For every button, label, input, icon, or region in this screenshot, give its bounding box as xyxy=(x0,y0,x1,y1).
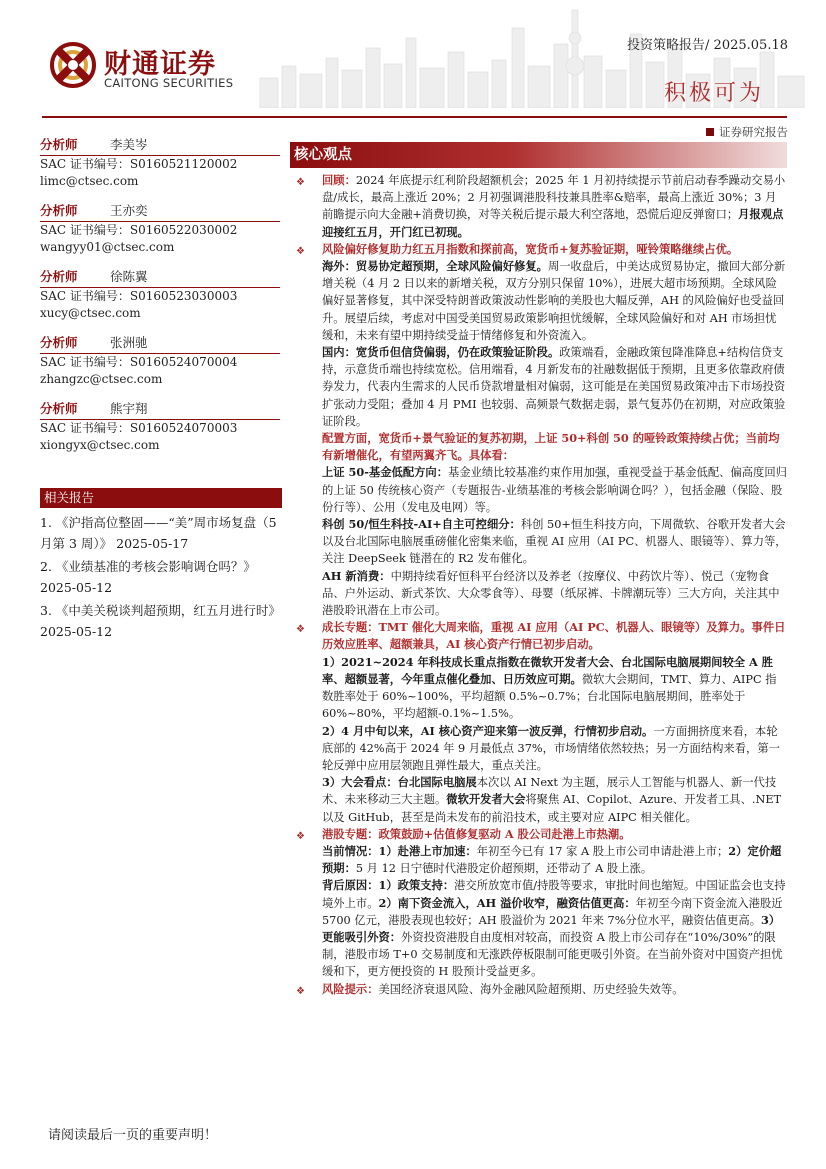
core-views-section xyxy=(290,142,787,998)
ah-consumption-body: 中期持续看好恒科平台经济以及养老（按摩仪、中药饮片等）、悦己（宠物食品、户外运动、新式茶饮、大众零食等）、母婴（纸尿裤、卡牌潮玩等）三大方向，关注其中港股聆讯潜在上市公司。 xyxy=(322,569,780,618)
star50-body: 科创 50+恒生科技方向，下周微软、谷歌开发者大会以及台北国际电脑展重磅催化密集来临，重视 AI 应用（AI PC、机器人、眼镜等）、算力等，关注 DeepSeek 链潜在的 R2 发布催化。 xyxy=(322,518,787,566)
diamond-bullet-icon: ❖ xyxy=(296,177,305,188)
overseas-paragraph xyxy=(290,258,787,344)
related-reports-list xyxy=(40,512,285,644)
analyst-sac: SAC 证书编号：S0160524070004 xyxy=(40,355,238,369)
domestic-heading: 国内：宽货币但信贷偏弱，仍在政策验证阶段。 xyxy=(322,345,560,360)
review-bullet xyxy=(290,172,787,241)
allocation-heading: 配置方面，宽货币+景气验证的复苏初期，上证 50+科创 50 的哑铃政策持续占优；当前均有新增催化，有望两翼齐飞。具体看： xyxy=(322,431,780,463)
analyst-card xyxy=(40,267,280,333)
analyst-role: 分析师 xyxy=(40,203,78,218)
hk-reason-3-body: 外资投资港股自由度相对较高，而投资 A 股上市公司存在“10%/30%”的限制，港股市场 T+0 交易制度和无涨跌停板限制可能更吸引外资。在当前外资对中国资产担忧缓和下，更方便投资的 H 股预计受益更多。 xyxy=(322,930,783,979)
report-type-date: 投资策略报告/ 2025.05.18 xyxy=(627,38,788,53)
ah-consumption-paragraph xyxy=(290,568,787,620)
document-tag-label: 证券研究报告 xyxy=(719,125,788,139)
analyst-name: 熊宇翔 xyxy=(110,401,148,416)
risk-preference-bullet xyxy=(290,241,787,258)
analyst-role: 分析师 xyxy=(40,269,78,284)
hk-reason-3-heading: 3）更能吸引外资： xyxy=(322,912,781,944)
analyst-role: 分析师 xyxy=(40,401,78,416)
hk-bullet xyxy=(290,826,787,843)
report-title: 积极可为 xyxy=(663,81,764,106)
analyst-card xyxy=(40,399,280,465)
hk-current-body: 年初至今已有 17 家 A 股上市公司申请赴港上市； xyxy=(476,844,729,858)
analyst-email[interactable]: zhangzc@ctsec.com xyxy=(40,372,163,386)
risk-heading: 风险提示： xyxy=(322,981,379,996)
growth-bullet xyxy=(290,619,787,653)
analyst-email[interactable]: limc@ctsec.com xyxy=(40,174,139,188)
star50-paragraph xyxy=(290,516,787,568)
related-report-link[interactable]: 3. 《中美关税谈判超预期，红五月进行时》 2025-05-12 xyxy=(40,603,281,639)
diamond-bullet-icon: ❖ xyxy=(296,245,305,257)
analyst-name: 徐陈翼 xyxy=(110,269,148,284)
analyst-name: 李美岑 xyxy=(110,137,148,152)
hk-current-paragraph xyxy=(290,843,787,877)
analyst-email[interactable]: xiongyx@ctsec.com xyxy=(40,438,160,452)
analyst-sac: SAC 证书编号：S0160524070003 xyxy=(40,421,238,435)
sse50-paragraph xyxy=(290,464,787,516)
diamond-bullet-icon: ❖ xyxy=(296,985,305,997)
domestic-paragraph xyxy=(290,344,787,430)
analyst-card xyxy=(40,201,280,267)
review-body: 2024 年底提示红利阶段超额机会；2025 年 1 月初持续提示节前启动春季躁动交易小盘/成长，最高上涨近 20%；2 月初强调港股科技兼具胜率&赔率，最高上涨近 30%；3 月前瞻提示向大金融+消费切换，对等关税后提示最大利空落地，恐慌后迎反弹窗口； xyxy=(322,174,786,222)
risk-bullet xyxy=(290,981,787,998)
growth-point-2 xyxy=(290,723,787,775)
risk-body: 美国经济衰退风险、海外金融风险超预期、历史经验失效等。 xyxy=(378,982,684,996)
tag-square-icon xyxy=(706,128,714,136)
growth-heading: 成长专题：TMT 催化大周来临，重视 AI 应用（AI PC、机器人、眼镜等）及算力。事件日历效应胜率、超额兼具，AI 核心资产行情已初步启动。 xyxy=(322,620,786,652)
ah-consumption-heading: AH 新消费： xyxy=(322,568,391,583)
hk-current-heading2: 2）定价超预期： xyxy=(322,843,782,876)
growth-point-3-body: 将聚焦 AI、Copilot、Azure、开发者工具、.NET 以及 GitHub，甚至是尚未发布的前沿技术，或主要对应 AIPC 相关催化。 xyxy=(322,793,782,824)
analyst-sac: SAC 证书编号：S0160523030003 xyxy=(40,289,238,303)
hk-current-body2: 5 月 12 日宁德时代港股定价超预期，还带动了 A 股上涨。 xyxy=(355,862,653,876)
header-divider xyxy=(42,116,787,118)
growth-point-1 xyxy=(290,654,787,723)
growth-point-3-mid: 本次以 AI Next 为主题，展示人工智能与机器人、新一代技术、未来移动三大主题。 xyxy=(322,776,777,807)
overseas-heading: 海外：贸易协定超预期，全球风险偏好修复。 xyxy=(322,259,548,274)
growth-point-3-heading: 3）大会看点：台北国际电脑展 xyxy=(322,775,477,790)
risk-preference-heading: 风险偏好修复助力红五月指数和探前高，宽货币+复苏验证期，哑铃策略继续占优。 xyxy=(322,241,739,256)
analyst-email[interactable]: wangyy01@ctsec.com xyxy=(40,240,175,254)
analyst-role: 分析师 xyxy=(40,137,78,152)
analyst-name: 王亦奕 xyxy=(110,203,148,218)
domestic-body: 政策端看，金融政策包降准降息+结构信贷支持，示意货币端也持续宽松。信用端看，4 月新发布的社融数据低于预期，且更多依靠政府债券发力，代表内生需求的人民币贷款增量相对偏弱，这可能是在美国贸易政策冲击下市场投资扩张动力受阻；叠加 4 月 PMI 也较弱、高频景气数据走弱，景气复苏仍在初期，对应政策验证阶段。 xyxy=(322,346,786,428)
analyst-list xyxy=(40,135,280,465)
overseas-body: 周一收盘后，中美达成贸易协定，撤回大部分新增关税（4 月 2 日以来的新增关税，双方分别只保留 10%），进展大超市场预期。全球风险偏好显著修复，其中深受特朗普政策波动性影响的美股也大幅反弹，AH 的风险偏好也受益回升。展望后续，考虑对中国受美国贸易政策影响担忧缓解，全球风险偏好和对 AH 市场担忧缓和，未来有望中期持续受益于情绪修复和外资流入。 xyxy=(322,260,786,342)
document-tag xyxy=(706,124,788,140)
growth-point-1-heading: 1）2021~2024 年科技成长重点指数在微软开发者大会、台北国际电脑展期间较全 A 胜率、超额显著，今年重点催化叠加、日历效应可期。 xyxy=(322,654,773,686)
core-views-content xyxy=(290,172,787,998)
hk-reason-2-body: 年初至今南下资金流入港股近 5700 亿元，港股表现也较好；AH 股溢价为 2021 年来 7%分位水平，融资估值更高。 xyxy=(322,896,783,927)
analyst-card xyxy=(40,135,280,201)
section-title: 核心观点 xyxy=(290,142,787,168)
analyst-name: 张洲驰 xyxy=(110,335,148,350)
hk-reasons-paragraph xyxy=(290,877,787,980)
growth-point-2-heading: 2）4 月中旬以来，AI 核心资产迎来第一波反弹，行情初步启动。 xyxy=(322,723,654,738)
caitong-logo-icon xyxy=(50,42,96,88)
analyst-sac: SAC 证书编号：S0160522030002 xyxy=(40,223,238,237)
analyst-card xyxy=(40,333,280,399)
hk-reason-1-heading: 1）政策支持： xyxy=(378,878,455,893)
related-report-link[interactable]: 2. 《业绩基准的考核会影响调仓吗？》 2025-05-12 xyxy=(40,559,256,595)
hk-reasons-heading: 背后原因： xyxy=(322,878,379,893)
review-heading: 回顾： xyxy=(322,173,356,187)
logo-english-name: CAITONG SECURITIES xyxy=(104,76,234,90)
analyst-role: 分析师 xyxy=(40,335,78,350)
growth-point-3 xyxy=(290,774,787,826)
disclaimer-footer: 请阅读最后一页的重要声明！ xyxy=(48,1128,218,1143)
star50-heading: 科创 50/恒生科技-AI+自主可控细分： xyxy=(322,517,521,532)
page-header xyxy=(0,0,826,139)
hk-reason-1-body: 港交所放宽市值/持股等要求，审批时间也缩短。中国证监会也支持境外上市。 xyxy=(322,879,786,910)
growth-point-3-heading2: 微软开发者大会 xyxy=(446,792,526,807)
growth-point-1-body: 微软大会期间，TMT、算力、AIPC 指数胜率处于 60%~100%，平均超额 0.5%~0.7%；台北国际电脑展期间，胜率处于 60%~80%，平均超额-0.1%~1.5%。 xyxy=(322,672,777,721)
sse50-body: 基金业绩比较基准约束作用加强，重视受益于基金低配、偏高度回归的上证 50 传统核心资产（专题报告-业绩基准的考核会影响调仓吗？），包括金融（保险、股份行等）、公用（发电及电网）等。 xyxy=(322,466,787,514)
hk-current-heading: 当前情况：1）赴港上市加速： xyxy=(322,843,477,858)
diamond-bullet-icon: ❖ xyxy=(296,830,305,842)
growth-point-2-body: 一方面拥挤度来看，本轮底部的 42%高于 2024 年 9 月最低点 37%，市场情绪依然较热；另一方面结构来看，第一轮反弹中应用层领跑且弹性最大，重点关注。 xyxy=(322,724,780,772)
sse50-heading: 上证 50-基金低配方向： xyxy=(322,465,449,480)
hk-heading: 港股专题：政策鼓励+估值修复驱动 A 股公司赴港上市热潮。 xyxy=(322,826,631,841)
review-tail: 月报观点迎接红五月，开门红已初现。 xyxy=(322,207,784,239)
related-report-link[interactable]: 1. 《沪指高位整固——“美”周市场复盘（5 月第 3 周）》 2025-05-17 xyxy=(40,515,277,551)
related-reports-heading: 相关报告 xyxy=(40,488,282,508)
hk-reason-2-heading: 2）南下资金流入，AH 溢价收窄，融资估值更高： xyxy=(378,895,636,910)
logo-chinese-name: 财通证券 xyxy=(104,49,216,80)
analyst-sac: SAC 证书编号：S0160521120002 xyxy=(40,157,238,171)
diamond-bullet-icon: ❖ xyxy=(296,624,305,636)
analyst-email[interactable]: xucy@ctsec.com xyxy=(40,306,141,320)
